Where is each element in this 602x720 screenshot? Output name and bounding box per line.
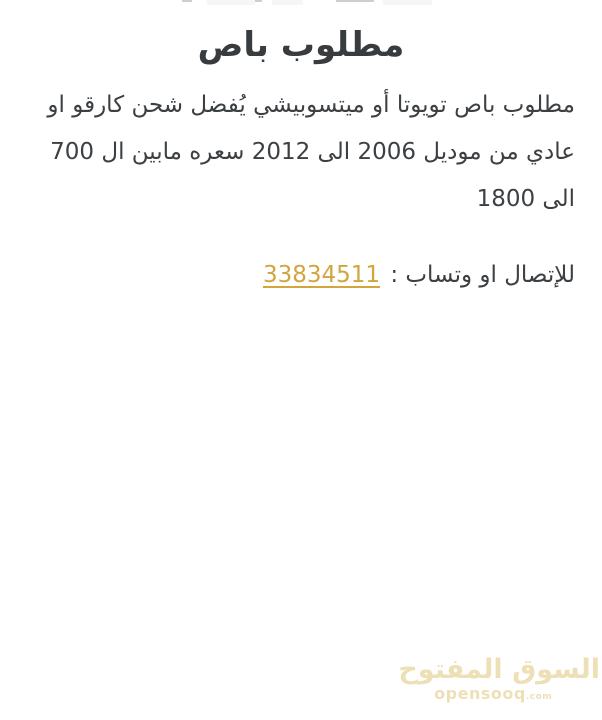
cropped-text-artifact xyxy=(383,0,432,5)
opensooq-site-line xyxy=(398,685,600,706)
cropped-text-artifact xyxy=(207,0,255,5)
ad-description: مطلوب باص تويوتا أو ميتسوبيشي يُفضل شحن كارقو او عادي من موديل 2006 الى 2012 سعره مابين ال 700 الى 1800 xyxy=(47,92,575,212)
opensooq-site-name: opensooq xyxy=(434,684,526,703)
opensooq-watermark xyxy=(398,655,600,706)
cropped-text-artifact xyxy=(336,0,374,2)
contact-label: للإتصال او وتساب : xyxy=(383,262,575,288)
cropped-text-artifact xyxy=(182,0,192,2)
phone-number-link[interactable]: 33834511 xyxy=(262,262,381,288)
contact-line xyxy=(27,255,575,295)
opensooq-site-tld: .com xyxy=(525,692,553,702)
opensooq-logo-arabic: السوق المفتوح xyxy=(398,654,600,685)
cropped-text-artifact xyxy=(272,0,303,5)
ad-title: مطلوب باص xyxy=(197,25,405,65)
